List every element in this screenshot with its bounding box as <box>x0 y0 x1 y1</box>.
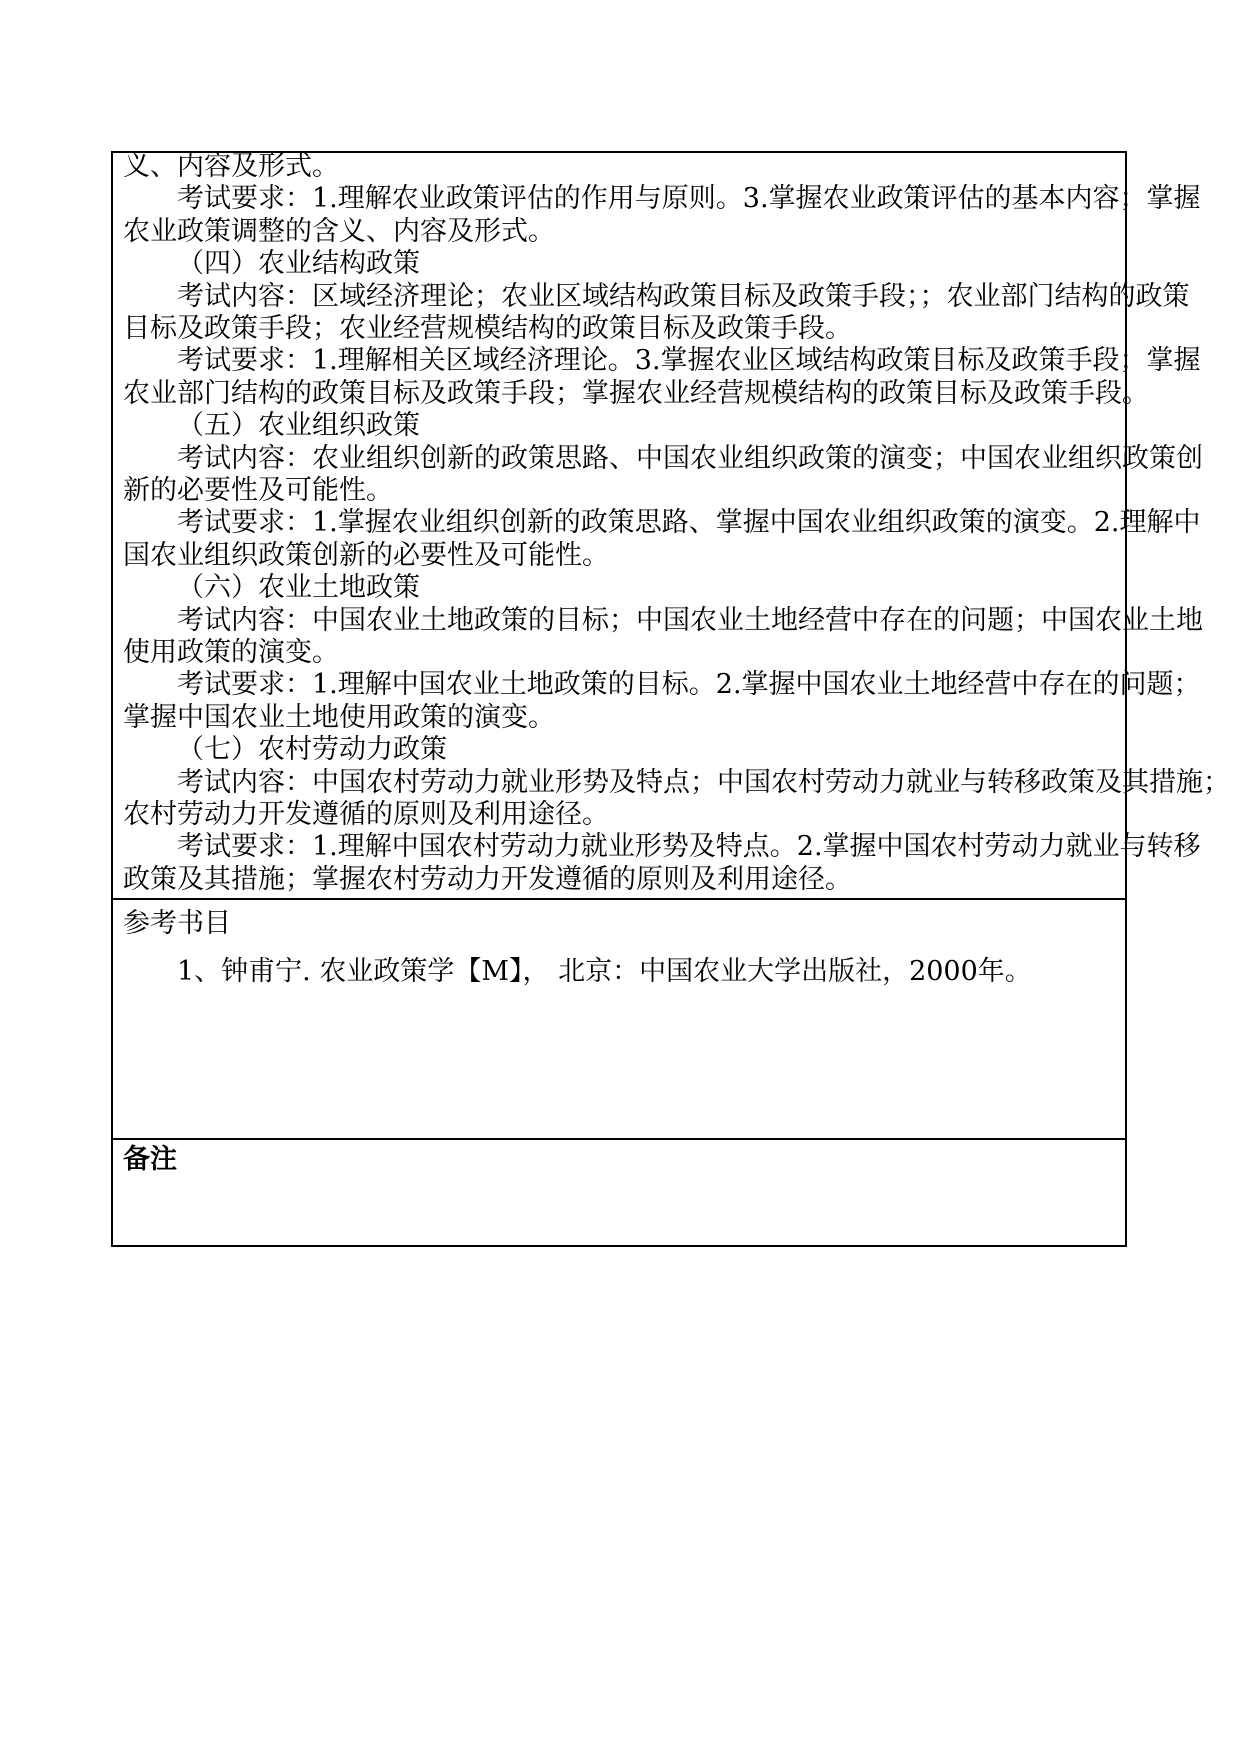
content-line: 农村劳动力开发遵循的原则及利用途径。 <box>123 799 609 830</box>
content-line: （五）农业组织政策 <box>177 410 420 442</box>
syllabus-table <box>111 151 1230 1247</box>
content-cell <box>113 151 1230 898</box>
content-line: 考试内容：区域经济理论；农业区域结构政策目标及政策手段；；农业部门结构的政策 <box>177 280 1190 312</box>
content-line: 农业政策调整的含义、内容及形式。 <box>123 215 555 247</box>
content-line: 目标及政策手段；农业经营规模结构的政策目标及政策手段。 <box>123 313 852 344</box>
references-cell <box>113 898 1125 1138</box>
content-line: 考试要求：1.掌握农业组织创新的政策思路、掌握中国农业组织政策的演变。2.理解中 <box>177 507 1201 539</box>
content-line: 国农业组织政策创新的必要性及可能性。 <box>123 539 609 571</box>
content-line: （七）农村劳动力政策 <box>177 734 447 766</box>
content-line: 掌握中国农业土地使用政策的演变。 <box>123 701 555 733</box>
content-line: 使用政策的演变。 <box>123 637 339 668</box>
reference-item: 1、钟甫宁. 农业政策学【M】， 北京：中国农业大学出版社，2000年。 <box>177 956 1032 987</box>
content-line: 考试内容：中国农业土地政策的目标；中国农业土地经营中存在的问题；中国农业土地 <box>177 604 1203 636</box>
content-line: 考试要求：1.理解农业政策评估的作用与原则。3.掌握农业政策评估的基本内容；掌握 <box>177 183 1201 215</box>
content-line: 义、内容及形式。 <box>123 151 339 182</box>
remarks-label: 备注 <box>123 1144 177 1175</box>
content-line: 考试内容：农业组织创新的政策思路、中国农业组织政策的演变；中国农业组织政策创 <box>177 442 1203 474</box>
references-label: 参考书目 <box>123 908 231 939</box>
content-line: 新的必要性及可能性。 <box>123 475 393 506</box>
content-line: 考试要求：1.理解相关区域经济理论。3.掌握农业区域结构政策目标及政策手段；掌握 <box>177 345 1201 377</box>
content-line: 考试内容：中国农村劳动力就业形势及特点；中国农村劳动力就业与转移政策及其措施； <box>177 766 1230 798</box>
content-line: 政策及其措施；掌握农村劳动力开发遵循的原则及利用途径。 <box>123 863 852 895</box>
remarks-cell <box>113 1138 1125 1245</box>
content-line: （四）农业结构政策 <box>177 248 420 280</box>
content-line: 考试要求：1.理解中国农业土地政策的目标。2.掌握中国农业土地经营中存在的问题； <box>177 669 1201 701</box>
content-line: 考试要求：1.理解中国农村劳动力就业形势及特点。2.掌握中国农村劳动力就业与转移 <box>177 831 1201 863</box>
content-line: 农业部门结构的政策目标及政策手段；掌握农业经营规模结构的政策目标及政策手段。 <box>123 377 1149 409</box>
content-line: （六）农业土地政策 <box>177 572 420 604</box>
